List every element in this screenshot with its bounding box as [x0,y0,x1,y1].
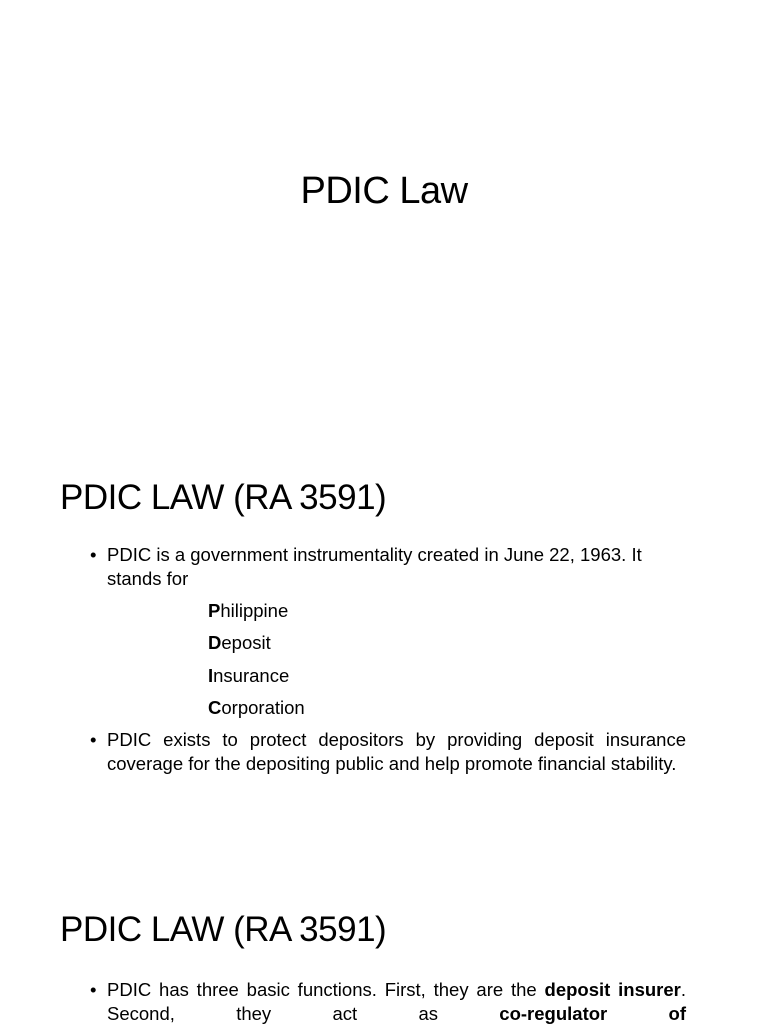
acronym-line [208,696,305,720]
bullet-dot: • [90,544,97,565]
acronym-rest: eposit [221,632,271,653]
bullet-text [107,978,686,1024]
bullet-text: PDIC is a government instrumentality created in June 22, 1963. It stands for [107,544,642,589]
bullet-text: PDIC exists to protect depositors by providing deposit insurance coverage for the depositing public and help promote financial stability. [107,729,686,774]
acronym-letter: C [208,697,222,718]
bullet-item [90,978,686,1024]
bullet-dot: • [90,729,97,750]
slide-overview [0,432,768,864]
acronym-letter: P [208,600,221,621]
slide-heading: PDIC LAW (RA 3591) [60,910,387,949]
acronym-rest: orporation [221,697,305,718]
acronym-rest: nsurance [213,665,290,686]
bullet-text-part: . Second, they act as [107,979,686,1024]
bullet-item [90,728,686,776]
bullet-text-part: PDIC has three basic functions. First, they are the [107,979,545,1000]
acronym-line [208,664,289,688]
acronym-line [208,631,271,655]
bullet-bold-term: deposit insurer [544,979,681,1000]
bullet-dot: • [90,979,97,1000]
slide-heading: PDIC LAW (RA 3591) [60,478,387,517]
page-title: PDIC Law [300,170,468,212]
acronym-letter: D [208,632,222,653]
acronym-line [208,599,288,623]
acronym-rest: hilippine [220,600,289,621]
bullet-bold-term: co-regulator of [499,1003,686,1024]
acronym-letter: I [208,665,214,686]
bullet-item [90,543,686,591]
slide-title-page [0,0,768,432]
slide-functions [0,864,768,1024]
